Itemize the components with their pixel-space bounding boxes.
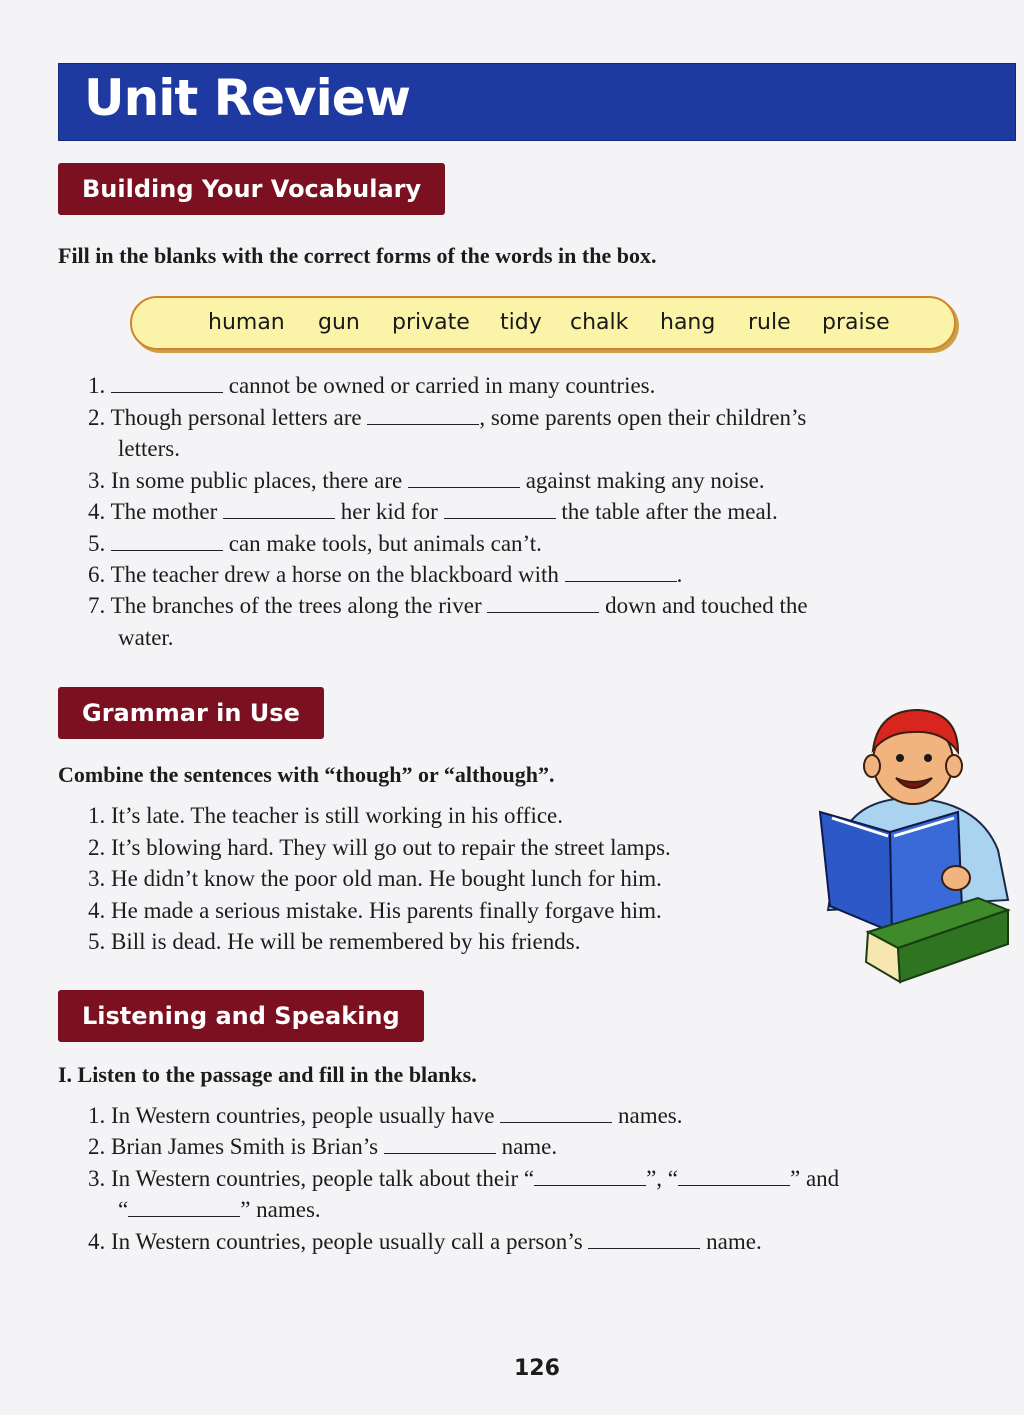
answer-blank[interactable] xyxy=(111,374,223,393)
section-tab-vocabulary: Building Your Vocabulary xyxy=(58,163,445,215)
page-title: Unit Review xyxy=(84,69,410,127)
list-item: 6. The teacher drew a horse on the blackboard with . xyxy=(88,562,683,587)
word-item: hang xyxy=(660,310,716,335)
list-item: 1. In Western countries, people usually have names. xyxy=(88,1103,683,1128)
answer-blank[interactable] xyxy=(534,1167,646,1186)
list-item: 4. He made a serious mistake. His parents finally forgave him. xyxy=(88,898,662,923)
list-item: 4. In Western countries, people usually call a person’s name. xyxy=(88,1229,762,1254)
list-item: 3. In some public places, there are against making any noise. xyxy=(88,468,765,493)
listening-instruction: I. Listen to the passage and fill in the blanks. xyxy=(58,1062,477,1087)
list-item: 3. In Western countries, people talk about their “ ”, “ ” and xyxy=(88,1166,840,1191)
list-item-continuation: water. xyxy=(118,625,174,650)
list-item-continuation: “ ” names. xyxy=(118,1197,321,1222)
list-item: 3. He didn’t know the poor old man. He bought lunch for him. xyxy=(88,866,662,891)
list-item: 7. The branches of the trees along the river down and touched the xyxy=(88,593,808,618)
answer-blank[interactable] xyxy=(128,1198,240,1217)
section-tab-listening: Listening and Speaking xyxy=(58,990,424,1042)
word-item: rule xyxy=(748,310,791,335)
list-item: 4. The mother her kid for the table after the meal. xyxy=(88,499,778,524)
list-item: 5. Bill is dead. He will be remembered by his friends. xyxy=(88,929,581,954)
list-item: 2. Brian James Smith is Brian’s name. xyxy=(88,1134,558,1159)
answer-blank[interactable] xyxy=(500,1104,612,1123)
list-item: 2. Though personal letters are , some parents open their children’s xyxy=(88,405,807,430)
word-item: chalk xyxy=(570,310,629,335)
list-item-continuation: letters. xyxy=(118,436,180,461)
answer-blank[interactable] xyxy=(223,500,335,519)
word-item: gun xyxy=(318,310,360,335)
unit-banner xyxy=(58,63,1016,141)
answer-blank[interactable] xyxy=(678,1167,790,1186)
answer-blank[interactable] xyxy=(367,406,479,425)
vocabulary-instruction: Fill in the blanks with the correct forms of the words in the box. xyxy=(58,243,657,268)
list-item: 5. can make tools, but animals can’t. xyxy=(88,531,542,556)
word-item: praise xyxy=(822,310,890,335)
answer-blank[interactable] xyxy=(444,500,556,519)
list-item: 1. cannot be owned or carried in many countries. xyxy=(88,373,656,398)
answer-blank[interactable] xyxy=(408,469,520,488)
word-item: human xyxy=(208,310,285,335)
list-item: 1. It’s late. The teacher is still working in his office. xyxy=(88,803,564,828)
word-item: private xyxy=(392,310,470,335)
answer-blank[interactable] xyxy=(487,594,599,613)
word-box xyxy=(130,296,956,350)
answer-blank[interactable] xyxy=(588,1230,700,1249)
answer-blank[interactable] xyxy=(384,1135,496,1154)
boy-reading-illustration xyxy=(808,700,1013,990)
list-item: 2. It’s blowing hard. They will go out to repair the street lamps. xyxy=(88,835,671,860)
answer-blank[interactable] xyxy=(565,563,677,582)
grammar-instruction: Combine the sentences with “though” or “although”. xyxy=(58,762,555,787)
section-tab-grammar: Grammar in Use xyxy=(58,687,324,739)
answer-blank[interactable] xyxy=(111,532,223,551)
page-number: 126 xyxy=(514,1356,560,1381)
word-item: tidy xyxy=(500,310,542,335)
